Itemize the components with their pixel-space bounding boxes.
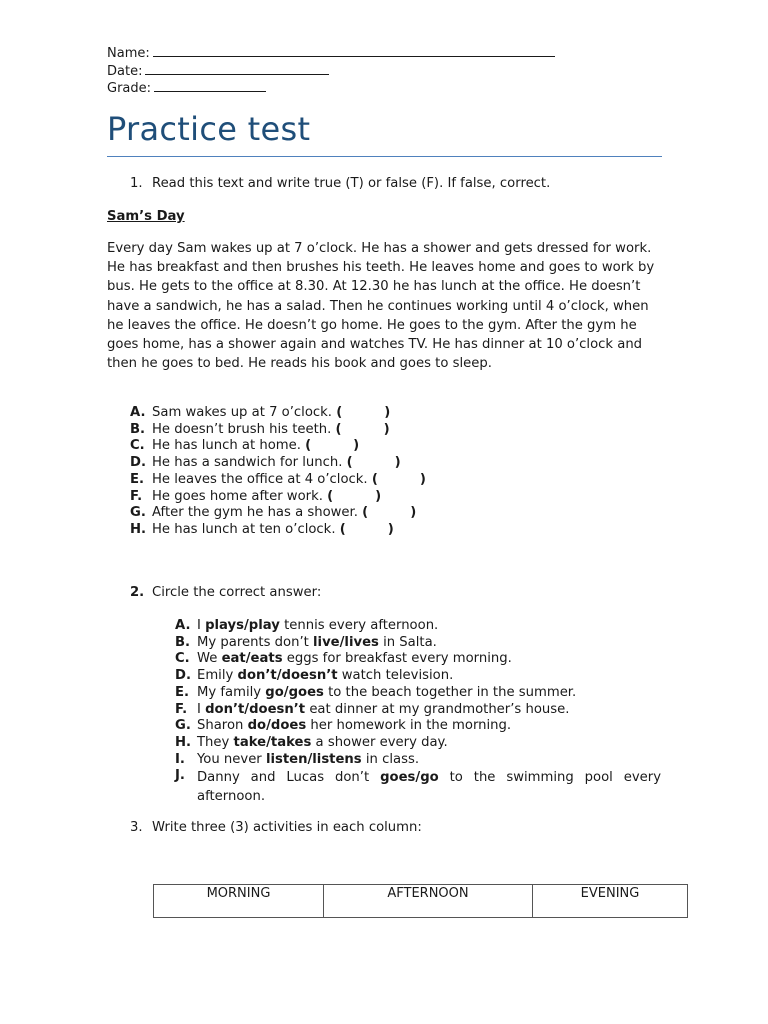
answer-open-paren: ( — [305, 438, 312, 454]
statement-label: D. — [130, 455, 146, 471]
q1-statement — [130, 522, 426, 539]
q1-number: 1. — [130, 176, 143, 191]
q1-statement — [130, 489, 426, 506]
answer-close-paren: ) — [410, 505, 417, 521]
q1-statements — [130, 405, 426, 539]
sentence-end: eggs for breakfast every morning. — [286, 651, 512, 667]
q1-instruction — [130, 176, 550, 191]
sentence-end: in Salta. — [383, 634, 437, 650]
sentence-start: My parents don’t — [197, 634, 309, 650]
answer-close-paren: ) — [384, 405, 391, 420]
story-title: Sam’s Day — [107, 209, 185, 224]
q1-statement — [130, 505, 426, 522]
column-afternoon[interactable]: AFTERNOON — [324, 885, 533, 918]
date-line — [107, 63, 555, 81]
answer-close-paren: ) — [387, 521, 394, 537]
statement-text: He leaves the office at 4 o’clock. — [152, 471, 368, 487]
q2-sentence — [175, 635, 661, 652]
q2-instruction-text: Circle the correct answer: — [152, 585, 322, 600]
q1-statement — [130, 472, 426, 489]
q3-instruction-text: Write three (3) activities in each column: — [152, 820, 422, 835]
answer-choices[interactable]: do/does — [247, 718, 307, 734]
statement-label: G. — [130, 505, 146, 521]
q2-instruction — [130, 585, 321, 600]
answer-close-paren: ) — [419, 471, 426, 487]
answer-choices[interactable]: don’t/doesn’t — [237, 668, 338, 684]
answer-open-paren: ( — [335, 421, 342, 437]
student-info — [107, 45, 555, 98]
q2-sentence — [175, 768, 661, 806]
activities-table — [153, 884, 688, 918]
sentence-label: G. — [175, 718, 191, 734]
q2-sentence — [175, 651, 661, 668]
statement-text: He has lunch at ten o’clock. — [152, 521, 336, 537]
q1-statement — [130, 438, 426, 455]
answer-open-paren: ( — [362, 505, 369, 521]
sentence-label: J. — [175, 768, 185, 784]
story-paragraph: Every day Sam wakes up at 7 o’clock. He has a shower and gets dressed for work. He has breakfast and then brushes his teeth. He leaves home and goes to work by bus. He gets to the office at 8.30. At 12.30 he has lunch at the office. He doesn’t have a sandwich, he has a salad. Then he continues working until 4 o’clock, when he leaves the office. He doesn’t go home. He goes to the gym. After the gym he goes home, has a shower again and watches TV. He has dinner at 10 o’clock and then he goes to bed. He reads his book and goes to sleep. — [107, 241, 655, 372]
answer-open-paren: ( — [346, 455, 353, 471]
answer-open-paren: ( — [339, 521, 346, 537]
answer-close-paren: ) — [394, 455, 401, 471]
sentence-start: I — [197, 701, 201, 717]
sentence-start: You never — [197, 751, 262, 767]
q1-instruction-text: Read this text and write true (T) or false (F). If false, correct. — [152, 176, 551, 191]
answer-close-paren: ) — [375, 488, 382, 504]
q2-sentence — [175, 668, 661, 685]
answer-choices[interactable]: live/lives — [313, 634, 379, 650]
q2-sentence — [175, 618, 661, 635]
sentence-start: I — [197, 618, 201, 633]
answer-open-paren: ( — [336, 405, 343, 420]
sentence-end: tennis every afternoon. — [284, 618, 439, 633]
q3-instruction — [130, 820, 422, 835]
answer-close-paren: ) — [383, 421, 390, 437]
statement-label: E. — [130, 471, 145, 487]
grade-line — [107, 80, 555, 98]
answer-choices[interactable]: plays/play — [205, 618, 280, 633]
q2-sentence — [175, 735, 661, 752]
title-divider — [107, 156, 662, 157]
q1-statement — [130, 405, 426, 422]
answer-choices[interactable]: listen/listens — [265, 751, 362, 767]
statement-label: B. — [130, 421, 146, 437]
statement-label: F. — [130, 488, 143, 504]
sentence-label: A. — [175, 618, 191, 633]
statement-text: After the gym he has a shower. — [152, 505, 358, 521]
sentence-label: H. — [175, 734, 192, 750]
statement-text: He has a sandwich for lunch. — [152, 455, 343, 471]
sentence-end: eat dinner at my grandmother’s house. — [309, 701, 570, 717]
sentence-end: to the swimming pool every afternoon. — [197, 770, 661, 805]
q3-number: 3. — [130, 820, 143, 835]
name-blank[interactable] — [153, 45, 555, 57]
column-evening[interactable]: EVENING — [533, 885, 688, 918]
date-blank[interactable] — [145, 63, 329, 75]
answer-close-paren: ) — [353, 438, 360, 454]
date-label: Date: — [107, 63, 143, 79]
q2-number: 2. — [130, 585, 145, 600]
answer-choices[interactable]: eat/eats — [221, 651, 283, 667]
table-header-row — [154, 885, 688, 918]
sentence-end: her homework in the morning. — [310, 718, 512, 734]
name-label: Name: — [107, 46, 150, 61]
name-line — [107, 45, 555, 63]
grade-label: Grade: — [107, 81, 152, 96]
answer-open-paren: ( — [371, 471, 378, 487]
sentence-start: They — [197, 734, 230, 750]
sentence-label: D. — [175, 668, 191, 684]
sentence-label: F. — [175, 701, 188, 717]
sentence-end: to the beach together in the summer. — [328, 684, 577, 700]
statement-text: He has lunch at home. — [152, 438, 301, 454]
q1-statement — [130, 422, 426, 439]
q2-sentences — [175, 618, 661, 806]
q1-statement — [130, 455, 426, 472]
answer-choices[interactable]: take/takes — [233, 734, 312, 750]
statement-text: He doesn’t brush his teeth. — [152, 421, 332, 437]
answer-open-paren: ( — [327, 488, 334, 504]
sentence-end: a shower every day. — [315, 734, 448, 750]
statement-text: He goes home after work. — [152, 488, 323, 504]
answer-choices[interactable]: goes/go — [380, 770, 439, 786]
sentence-end: watch television. — [341, 668, 454, 684]
column-morning[interactable]: MORNING — [154, 885, 324, 918]
q2-sentence — [175, 718, 661, 735]
sentence-start: We — [197, 651, 218, 667]
sentence-start: Emily — [197, 668, 234, 684]
sentence-label: C. — [175, 651, 190, 667]
page-title: Practice test — [107, 110, 311, 148]
answer-choices[interactable]: go/goes — [265, 684, 324, 700]
q2-sentence — [175, 685, 661, 702]
sentence-start: Danny and Lucas don’t — [197, 770, 370, 786]
grade-blank[interactable] — [154, 80, 266, 92]
q2-sentence — [175, 752, 661, 769]
statement-text: Sam wakes up at 7 o’clock. — [152, 405, 332, 420]
q2-sentence — [175, 702, 661, 719]
sentence-start: Sharon — [197, 718, 244, 734]
sentence-label: I. — [175, 751, 185, 767]
sentence-start: My family — [197, 684, 262, 700]
sentence-end: in class. — [365, 751, 420, 767]
sentence-label: E. — [175, 684, 190, 700]
answer-choices[interactable]: don’t/doesn’t — [205, 701, 306, 717]
statement-label: A. — [130, 405, 146, 420]
statement-label: C. — [130, 438, 145, 454]
statement-label: H. — [130, 521, 147, 537]
sentence-label: B. — [175, 634, 191, 650]
